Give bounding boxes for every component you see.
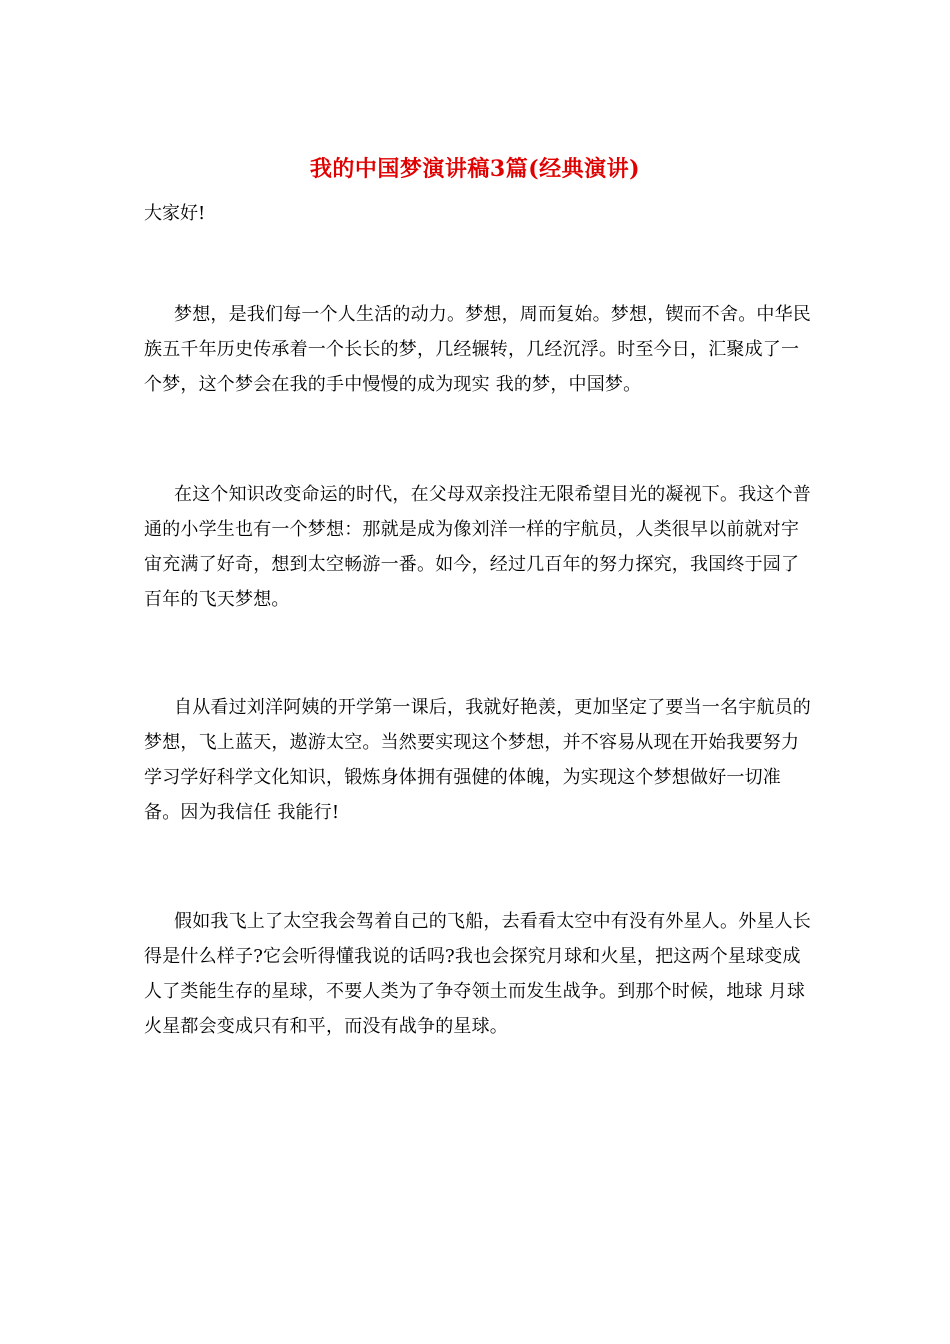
paragraph-2: 在这个知识改变命运的时代，在父母双亲投注无限希望目光的凝视下。我这个普通的小学生也有一个梦想：那就是成为像刘洋一样的宇航员，人类很早以前就对宇宙充满了好奇，想到太空畅游一番。如今，经过几百年的努力探究，我国终于园了百年的飞天梦想。	[144, 484, 811, 610]
paragraph-3: 自从看过刘洋阿姨的开学第一课后，我就好艳羡，更加坚定了要当一名宇航员的梦想，飞上蓝天，遨游太空。当然要实现这个梦想，并不容易从现在开始我要努力学习学好科学文化知识，锻炼身体拥有强健的体魄，为实现这个梦想做好一切准备。因为我信任 我能行!	[144, 697, 811, 823]
greeting-text: 大家好!	[144, 203, 206, 224]
document-title: 我的中国梦演讲稿3篇(经典演讲)	[309, 156, 641, 182]
paragraph-1: 梦想，是我们每一个人生活的动力。梦想，周而复始。梦想，锲而不舍。中华民族五千年历史传承着一个长长的梦，几经辗转，几经沉浮。时至今日，汇聚成了一个梦，这个梦会在我的手中慢慢的成为现实 我的梦，中国梦。	[144, 304, 811, 395]
paragraph-4: 假如我飞上了太空我会驾着自己的飞船，去看看太空中有没有外星人。外星人长得是什么样子?它会听得懂我说的话吗?我也会探究月球和火星，把这两个星球变成人了类能生存的星球，不要人类为了争夺领土而发生战争。到那个时候，地球 月球 火星都会变成只有和平，而没有战争的星球。	[144, 911, 811, 1037]
